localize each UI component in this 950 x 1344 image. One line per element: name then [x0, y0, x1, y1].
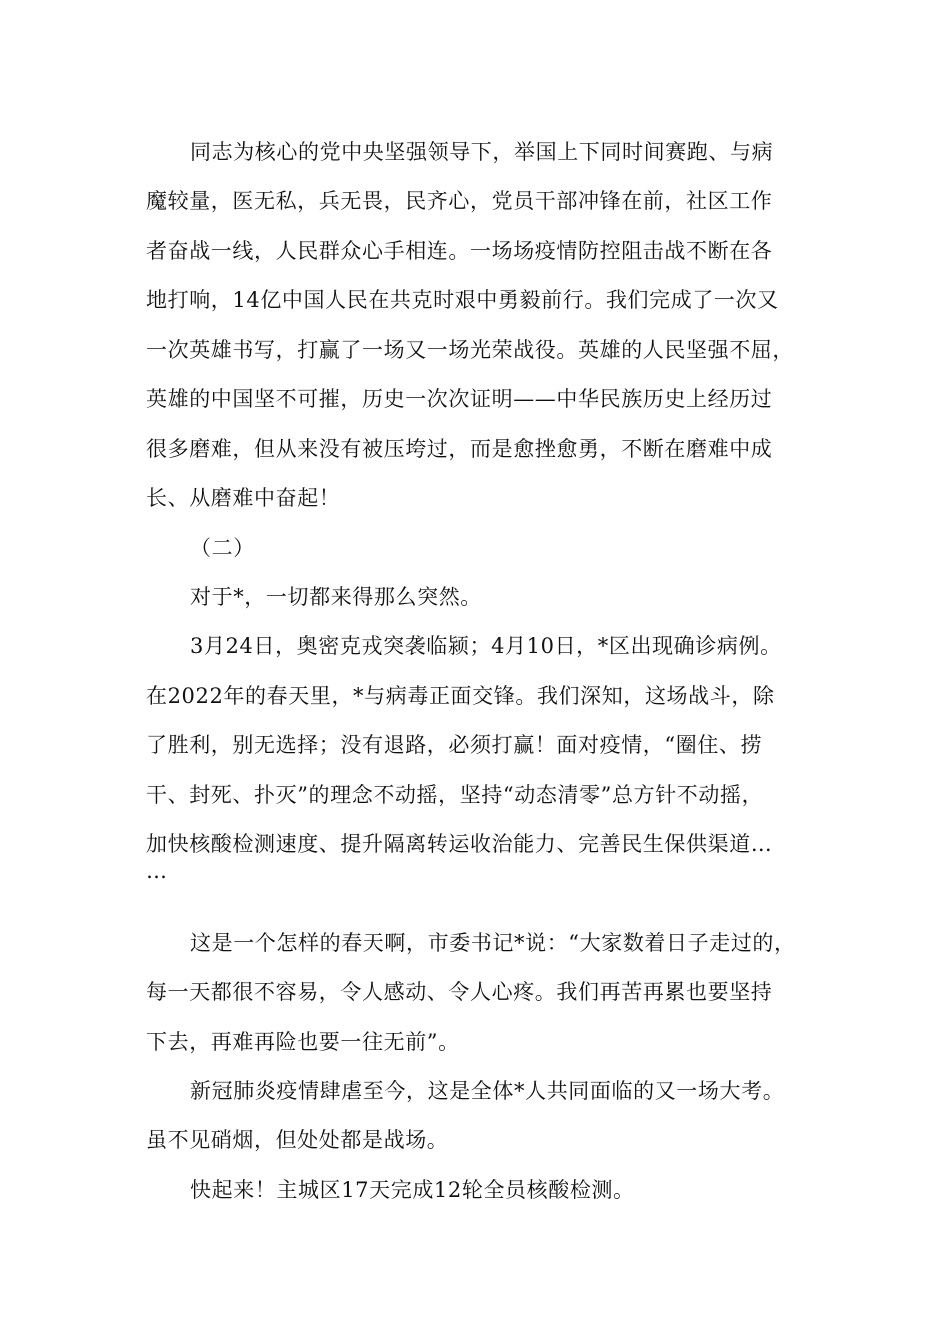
paragraph-4-line-2: 每一天都很不容易，令人感动、令人心疼。我们再苦再累也要坚持 — [146, 980, 773, 1004]
paragraph-4-line-1: 这是一个怎样的春天啊，市委书记*说：“大家数着日子走过的， — [190, 931, 796, 955]
paragraph-1-line-4: 地打响，14亿中国人民在共克时艰中勇毅前行。我们完成了一次又 — [146, 288, 779, 312]
paragraph-6: 快起来！主城区17天完成12轮全员核酸检测。 — [190, 1178, 635, 1202]
paragraph-1-line-2: 魔较量，医无私，兵无畏，民齐心，党员干部冲锋在前，社区工作 — [146, 189, 773, 213]
paragraph-3-line-3: 了胜利，别无选择；没有退路，必须打赢！面对疫情，“圈住、捞 — [146, 733, 763, 757]
paragraph-5-line-2: 虽不见硝烟，但处处都是战场。 — [146, 1128, 449, 1152]
paragraph-3-line-1: 3月24日，奥密克戎突袭临颍；4月10日，*区出现确诊病例。 — [190, 634, 782, 658]
paragraph-1-line-8: 长、从磨难中奋起！ — [146, 486, 341, 510]
paragraph-4-line-3: 下去，再难再险也要一往无前”。 — [146, 1030, 460, 1054]
paragraph-2: 对于*，一切都来得那么突然。 — [190, 585, 482, 609]
paragraph-5-line-1: 新冠肺炎疫情肆虐至今，这是全体*人共同面临的又一场大考。 — [190, 1079, 785, 1103]
paragraph-1-line-6: 英雄的中国坚不可摧，历史一次次证明——中华民族历史上经历过 — [146, 387, 773, 411]
paragraph-3-line-6: … — [146, 859, 168, 883]
paragraph-1-line-1: 同志为核心的党中央坚强领导下，举国上下同时间赛跑、与病 — [190, 140, 774, 164]
paragraph-3-line-4: 干、封死、扑灭”的理念不动摇，坚持“动态清零”总方针不动摇， — [146, 783, 764, 807]
paragraph-1-line-5: 一次英雄书写，打赢了一场又一场光荣战役。英雄的人民坚强不屈， — [146, 338, 794, 362]
paragraph-1-line-3: 者奋战一线，人民群众心手相连。一场场疫情防控阻击战不断在各 — [146, 239, 773, 263]
section-heading: （二） — [190, 536, 255, 560]
paragraph-3-line-2: 在2022年的春天里，*与病毒正面交锋。我们深知，这场战斗，除 — [146, 684, 775, 708]
paragraph-3-line-5: 加快核酸检测速度、提升隔离转运收治能力、完善民生保供渠道… — [146, 832, 773, 856]
paragraph-1-line-7: 很多磨难，但从来没有被压垮过，而是愈挫愈勇，不断在磨难中成 — [146, 437, 773, 461]
